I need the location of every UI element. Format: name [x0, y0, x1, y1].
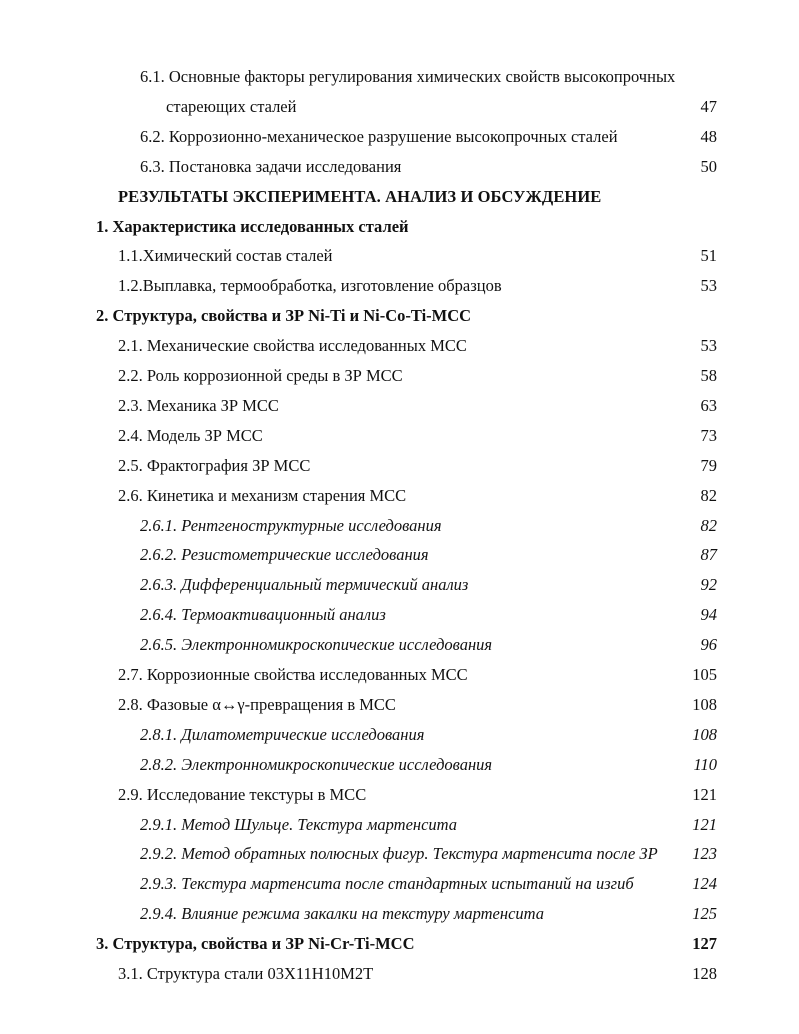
toc-entry-page: 50	[700, 156, 717, 176]
toc-entry-page: 121	[692, 814, 717, 834]
toc-entry	[0, 363, 799, 389]
toc-entry	[0, 303, 799, 329]
toc-entry	[0, 782, 799, 808]
toc-entry-page: 82	[700, 515, 717, 535]
toc-entry	[0, 184, 799, 210]
toc-entry	[0, 572, 799, 598]
toc-entry-page: 92	[700, 575, 717, 595]
toc-entry	[0, 453, 799, 479]
toc-entry-page: 51	[700, 246, 717, 266]
toc-entry-title: 1.1.Химический состав сталей	[118, 246, 333, 266]
toc-entry-title: РЕЗУЛЬТАТЫ ЭКСПЕРИМЕНТА. АНАЛИЗ И ОБСУЖДЕНИЕ	[118, 186, 602, 206]
toc-entry-page: 47	[700, 96, 717, 116]
toc-entry-title: 2.2. Роль коррозионной среды в ЗР МСС	[118, 366, 403, 385]
toc-entry-title: 1. Характеристика исследованных сталей	[96, 216, 409, 236]
toc-entry-title: 2.1. Механические свойства исследованных МСС	[118, 336, 467, 356]
toc-entry	[0, 124, 799, 150]
toc-entry-title: 3. Структура, свойства и ЗР Ni-Cr-Ti-МСС	[96, 934, 415, 954]
toc-entry	[0, 542, 799, 568]
toc-entry	[0, 243, 799, 269]
toc-entry-page: 108	[692, 724, 717, 744]
toc-entry-title: 2.9.4. Влияние режима закалки на текстуру мартенсита	[140, 904, 545, 924]
toc-entry	[0, 64, 799, 90]
toc-entry	[0, 692, 799, 718]
toc-entry	[0, 423, 799, 449]
toc-entry-page: 124	[692, 874, 717, 894]
toc-entry-title: 3.1. Структура стали 03Х11Н10М2Т	[118, 964, 374, 983]
toc-entry-page: 96	[700, 635, 717, 655]
toc-entry	[0, 214, 799, 240]
toc-entry-title: 2. Структура, свойства и ЗР Ni-Ti и Ni-Co-Ti-МСС	[96, 306, 472, 326]
toc-entry-title: 6.1. Основные факторы регулирования химических свойств высокопрочных	[140, 67, 676, 86]
toc-entry-title: 2.3. Механика ЗР МСС	[118, 395, 279, 415]
toc-entry	[0, 961, 799, 987]
toc-entry-title: 2.4. Модель ЗР МСС	[118, 425, 263, 445]
toc-entry-page: 123	[692, 844, 717, 864]
toc-entry	[0, 841, 799, 867]
toc-entry	[0, 154, 799, 180]
toc-entry-page: 53	[700, 336, 717, 356]
toc-entry-page: 127	[692, 934, 717, 954]
toc-entry	[0, 273, 799, 299]
toc-entry-page: 94	[700, 605, 717, 625]
toc-entry-page: 121	[692, 784, 717, 804]
toc-entry-page: 82	[700, 485, 717, 505]
toc-entry	[0, 632, 799, 658]
toc-entry	[0, 931, 799, 957]
toc-entry-title: 2.6.5. Электронномикроскопические исследования	[140, 635, 493, 655]
toc-entry-title: 2.6.2. Резистометрические исследования	[140, 545, 429, 565]
toc-entry-title: 2.9.3. Текстура мартенсита после стандартных испытаний на изгиб	[140, 874, 634, 894]
toc-entry-title: 1.2.Выплавка, термообработка, изготовление образцов	[118, 276, 502, 296]
toc-entry-title: 2.6.4. Термоактивационный анализ	[140, 605, 386, 625]
toc-entry	[0, 483, 799, 509]
toc-entry	[0, 513, 799, 539]
toc-entry-page: 128	[692, 964, 717, 983]
toc-entry-page: 58	[700, 366, 717, 385]
toc-entry	[0, 722, 799, 748]
toc-entry	[0, 812, 799, 838]
toc-entry-page: 125	[692, 904, 717, 924]
toc-entry	[0, 393, 799, 419]
toc-entry-title: 2.9.2. Метод обратных полюсных фигур. Текстура мартенсита после ЗР	[140, 844, 658, 864]
toc-entry-page: 53	[700, 276, 717, 296]
toc-entry-page: 63	[700, 395, 717, 415]
toc-entry-page: 87	[700, 545, 717, 565]
toc-entry-page: 105	[692, 665, 717, 684]
toc-entry-title: 2.8.1. Дилатометрические исследования	[140, 724, 425, 744]
toc-entry	[0, 901, 799, 927]
toc-entry	[0, 602, 799, 628]
toc-entry-title: 2.6. Кинетика и механизм старения МСС	[118, 485, 407, 505]
toc-entry	[0, 333, 799, 359]
toc-entry-page: 79	[700, 455, 717, 475]
toc-entry-page: 48	[700, 126, 717, 146]
toc-entry-title: 2.7. Коррозионные свойства исследованных МСС	[118, 665, 468, 684]
toc-entry-title: стареющих сталей	[166, 96, 297, 116]
toc-entry	[0, 662, 799, 688]
toc-entry-page: 73	[700, 425, 717, 445]
toc-entry-title: 2.9.1. Метод Шульце. Текстура мартенсита	[140, 814, 458, 834]
toc-entry	[0, 94, 799, 120]
toc-entry-title: 2.5. Фрактография ЗР МСС	[118, 455, 311, 475]
toc-entry-title: 2.8. Фазовые α↔γ-превращения в МСС	[118, 694, 396, 714]
toc-entry-page: 108	[692, 694, 717, 714]
toc-entry-title: 2.9. Исследование текстуры в МСС	[118, 784, 367, 804]
toc-entry-title: 6.2. Коррозионно-механическое разрушение высокопрочных сталей	[140, 126, 618, 146]
toc-entry-title: 2.6.3. Дифференциальный термический анализ	[140, 575, 469, 595]
toc-entry-title: 2.8.2. Электронномикроскопические исследования	[140, 754, 493, 774]
toc-entry-title: 2.6.1. Рентгеноструктурные исследования	[140, 515, 442, 535]
toc-entry	[0, 752, 799, 778]
toc-entry	[0, 871, 799, 897]
toc-entry-title: 6.3. Постановка задачи исследования	[140, 156, 402, 176]
toc-entry-page: 110	[693, 754, 717, 774]
